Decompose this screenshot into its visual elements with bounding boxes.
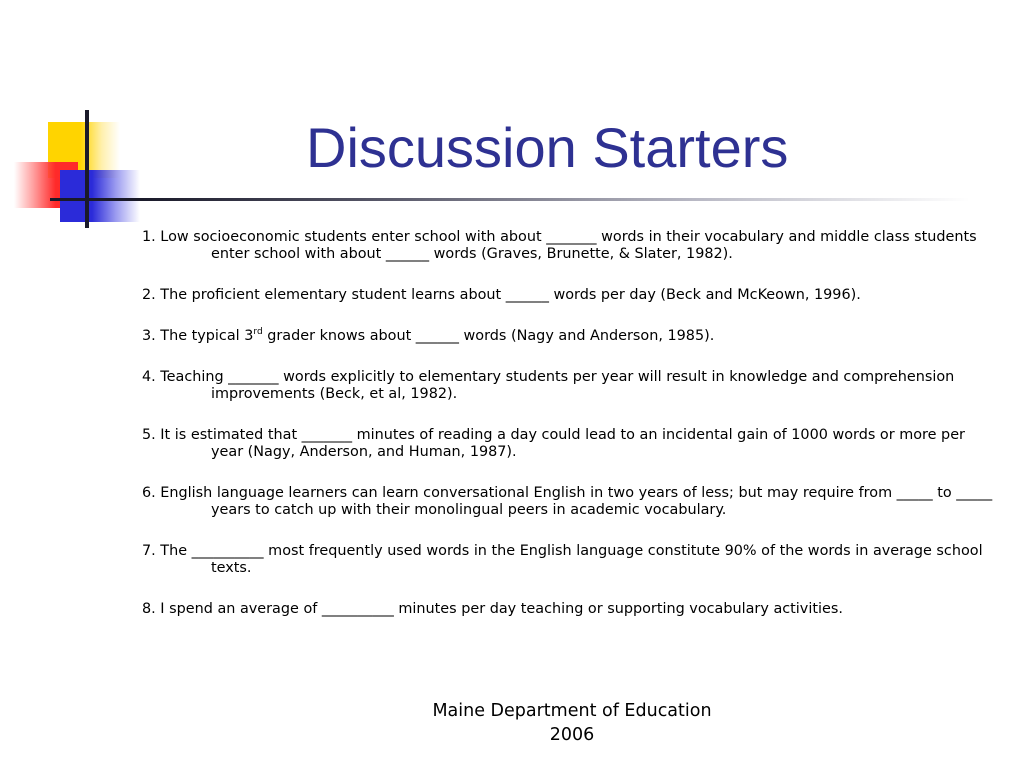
question-item-2: 2. The proficient elementary student learns about ______ words per day (Beck and McKeown, 1996). xyxy=(142,287,861,303)
footer-year: 2006 xyxy=(549,725,595,745)
question-item-3-sup: rd xyxy=(253,327,263,338)
question-item-3-pre: 3. The typical 3 xyxy=(142,328,254,344)
footer-organization: Maine Department of Education xyxy=(432,701,712,721)
title-underline xyxy=(50,198,970,201)
question-item-3-post: grader knows about ______ words (Nagy and Anderson, 1985). xyxy=(262,328,715,344)
question-item-8: 8. I spend an average of __________ minutes per day teaching or supporting vocabulary activities. xyxy=(142,601,843,617)
question-item-3 xyxy=(142,328,998,345)
question-list xyxy=(142,229,998,642)
logo-blue-square xyxy=(60,170,140,222)
question-item-4: 4. Teaching _______ words explicitly to elementary students per year will result in knowledge and comprehension improvements (Beck, et al, 1982). xyxy=(142,369,955,402)
question-item-7: 7. The __________ most frequently used words in the English language constitute 90% of the words in average school texts. xyxy=(142,543,983,576)
footer xyxy=(400,699,744,747)
question-item-1: 1. Low socioeconomic students enter school with about _______ words in their vocabulary and middle class students enter school with about ______ words (Graves, Brunette, & Slater, 1982). xyxy=(142,229,977,262)
question-item-5: 5. It is estimated that _______ minutes of reading a day could lead to an incidental gain of 1000 words or more per year (Nagy, Anderson, and Human, 1987). xyxy=(142,427,965,460)
question-item-6: 6. English language learners can learn conversational English in two years of less; but may require from _____ to _____ years to catch up with their monolingual peers in academic vocabulary. xyxy=(142,485,993,518)
slide-title: Discussion Starters xyxy=(306,116,789,179)
logo-vertical-line xyxy=(85,110,89,228)
